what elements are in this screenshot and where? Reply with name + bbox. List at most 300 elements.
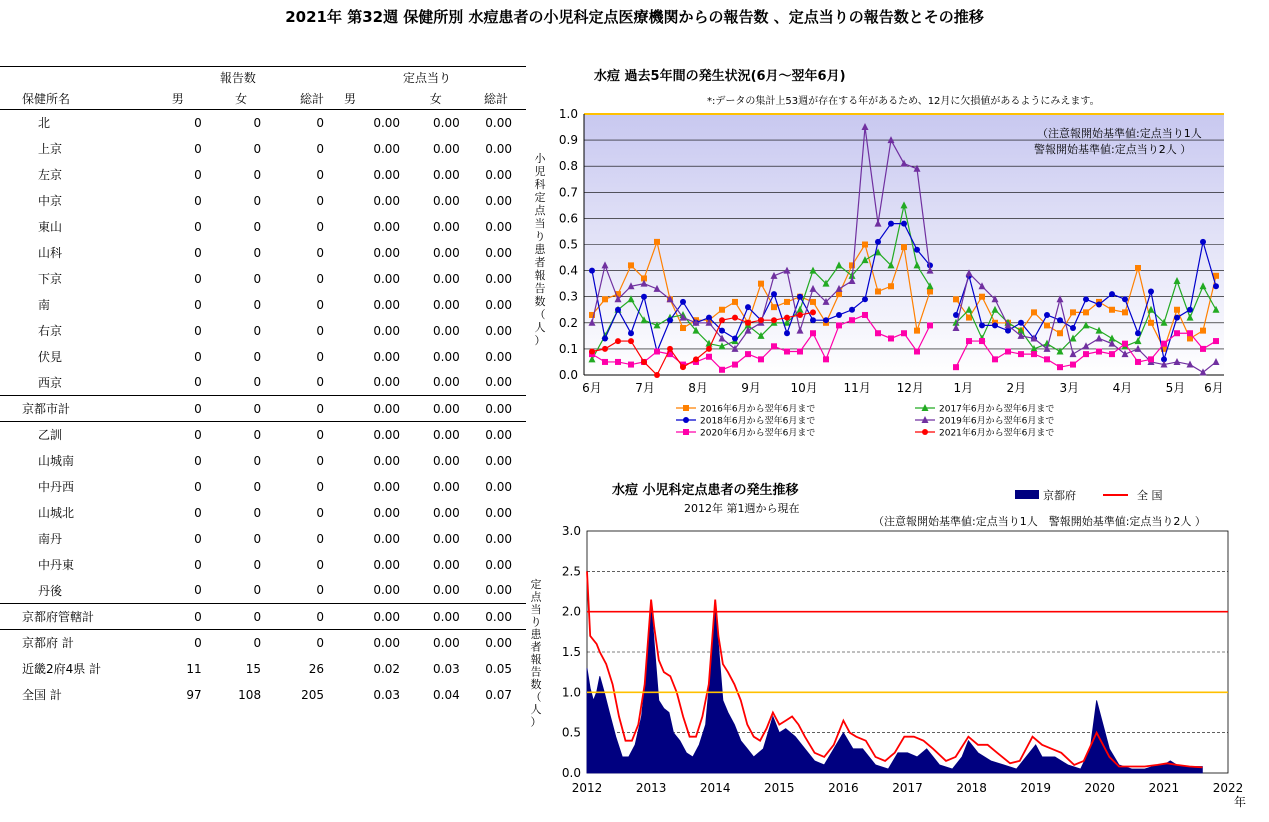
point-s2016 [784, 299, 790, 305]
cell-pp-female: 0.00 [433, 219, 460, 234]
row-name: 京都市計 [0, 396, 148, 422]
cell-male: 0 [194, 505, 202, 520]
cell-female: 15 [245, 661, 262, 676]
chart-title: 水痘 過去5年間の発生状況(6月～翌年6月) [594, 69, 846, 84]
cell-male: 0 [194, 557, 202, 572]
point-s2020 [979, 338, 985, 344]
point-s2018 [1005, 328, 1011, 334]
point-s2021 [693, 356, 699, 362]
y-axis-label-char: 当 [534, 217, 546, 230]
cell-male: 0 [194, 531, 202, 546]
legend-label: 2017年6月から翌年6月まで [939, 404, 1055, 415]
cell-pp-male: 0.00 [373, 193, 401, 208]
cell-pp-female: 0.00 [433, 323, 460, 338]
point-s2016 [1200, 328, 1206, 334]
cell-total: 26 [308, 661, 324, 676]
point-s2018 [979, 322, 985, 328]
cell-female: 0 [253, 479, 262, 494]
cell-female: 0 [253, 505, 262, 520]
y-axis-label-char: （ [534, 308, 546, 321]
cell-total: 0 [316, 479, 324, 494]
point-s2020 [1213, 338, 1219, 344]
point-s2018 [641, 294, 647, 300]
row-name: 丹後 [38, 583, 63, 598]
cell-male: 0 [194, 453, 202, 468]
cell-total: 0 [316, 375, 324, 390]
y-axis-label-char: 児 [534, 165, 546, 178]
y-tick-label: 0.6 [558, 211, 578, 226]
y-axis-label-char: 者 [534, 256, 546, 269]
point-s2021 [745, 320, 751, 326]
row-name: 京都府 計 [0, 630, 148, 656]
point-s2018 [1109, 291, 1115, 297]
point-s2018 [992, 322, 998, 328]
point-s2018 [667, 317, 673, 323]
row-name: 左京 [38, 168, 63, 182]
point-s2016 [1070, 309, 1076, 315]
cell-pp-male: 0.00 [328, 630, 404, 656]
cell-total: 0 [316, 453, 324, 468]
cell-male: 0 [194, 479, 202, 494]
x-tick-label: 1月 [953, 381, 974, 395]
x-tick-label: 5月 [1165, 381, 1186, 395]
point-s2020 [849, 317, 855, 323]
point-s2021 [771, 317, 777, 323]
point-s2020 [1083, 351, 1089, 357]
point-s2018 [810, 317, 816, 323]
cell-female: 0 [253, 375, 262, 390]
point-s2021 [732, 315, 738, 321]
point-s2016 [771, 304, 777, 310]
row-name: 近畿2府4県 計 [22, 662, 102, 676]
point-s2020 [706, 354, 712, 360]
point-s2018 [628, 330, 634, 336]
point-s2018 [680, 299, 686, 305]
y-tick-label: 0.0 [558, 368, 578, 382]
cell-pp-male: 0.00 [373, 141, 401, 156]
x-tick-label: 4月 [1112, 381, 1133, 395]
col-header-total: 総計 [265, 87, 328, 110]
row-name: 全国 計 [22, 688, 62, 702]
cell-pp-male: 0.00 [373, 297, 401, 312]
cell-pp-male: 0.00 [373, 271, 401, 286]
point-s2020 [1005, 349, 1011, 355]
point-s2020 [1122, 341, 1128, 347]
cell-female: 0 [253, 245, 262, 260]
cell-pp-female: 0.00 [433, 453, 460, 468]
cell-pp-total: 0.00 [485, 349, 512, 364]
row-name: 中京 [38, 194, 63, 208]
cell-female: 0 [253, 557, 262, 572]
point-s2018 [901, 221, 907, 227]
cell-pp-total: 0.00 [485, 141, 512, 156]
y-tick-label: 0.8 [558, 159, 578, 174]
cell-total: 0 [265, 396, 328, 422]
point-s2016 [810, 299, 816, 305]
point-s2020 [732, 362, 738, 368]
cell-pp-female: 0.00 [433, 531, 460, 546]
y-tick-label: 2.0 [561, 604, 581, 619]
point-s2016 [628, 262, 634, 268]
point-s2020 [1031, 351, 1037, 357]
x-tick-label: 2022 [1212, 781, 1244, 795]
point-s2016 [927, 288, 933, 294]
x-tick-label: 6月 [1204, 381, 1224, 395]
x-tick-label: 11月 [843, 381, 871, 395]
y-tick-label: 0.7 [558, 185, 578, 200]
cell-pp-female: 0.00 [433, 141, 460, 156]
cell-pp-male: 0.00 [328, 422, 404, 448]
cell-total: 0 [316, 297, 324, 312]
y-axis-label-char: 患 [534, 243, 546, 256]
y-axis-label-char: 小 [534, 152, 546, 165]
cell-male: 0 [148, 422, 206, 448]
page-title: 2021年 第32週 保健所別 水痘患者の小児科定点医療機関からの報告数 、定点当りの報告数とその推移 [285, 8, 984, 26]
y-axis-label-char: ） [534, 334, 546, 347]
row-name: 下京 [38, 272, 63, 286]
cell-pp-female: 0.00 [433, 245, 460, 260]
point-s2016 [1057, 330, 1063, 336]
legend-label: 2020年6月から翌年6月まで [700, 428, 816, 439]
point-s2020 [771, 343, 777, 349]
cell-male: 97 [186, 687, 202, 702]
cell-total: 0 [316, 219, 324, 234]
point-s2016 [1122, 309, 1128, 315]
point-s2016 [1109, 307, 1115, 313]
point-s2018 [771, 291, 777, 297]
y-tick-label: 1.0 [558, 107, 578, 121]
cell-total: 0 [265, 422, 328, 448]
cell-female: 0 [253, 583, 262, 598]
legend-marker [683, 405, 689, 411]
point-s2018 [615, 307, 621, 313]
point-s2018 [914, 247, 920, 253]
point-s2018 [1135, 330, 1141, 336]
point-s2018 [849, 307, 855, 313]
point-s2020 [836, 322, 842, 328]
cell-pp-female: 0.03 [433, 661, 460, 676]
cell-pp-total: 0.00 [485, 297, 512, 312]
cell-pp-total: 0.00 [464, 422, 526, 448]
y-tick-label: 0.0 [561, 766, 581, 780]
legend-label: 2019年6月から翌年6月まで [939, 416, 1055, 427]
cell-female: 0 [206, 396, 265, 422]
point-s2020 [1096, 349, 1102, 355]
cell-pp-female: 0.00 [433, 557, 460, 572]
point-s2021 [680, 364, 686, 370]
point-s2020 [628, 362, 634, 368]
row-name: 東山 [38, 220, 63, 234]
cell-female: 0 [206, 604, 265, 630]
y-tick-label: 0.9 [558, 133, 578, 148]
row-name: 北 [38, 116, 51, 131]
cell-pp-total: 0.00 [485, 531, 512, 546]
y-axis-label-char: 点 [530, 590, 542, 604]
x-tick-label: 2014 [699, 781, 731, 795]
cell-pp-female: 0.00 [433, 375, 460, 390]
point-s2020 [953, 364, 959, 370]
y-axis-label-char: 報 [530, 653, 542, 666]
point-s2021 [797, 312, 803, 318]
cell-pp-female: 0.00 [404, 604, 464, 630]
point-s2020 [1187, 330, 1193, 336]
cell-pp-total: 0.00 [485, 323, 512, 338]
point-s2020 [1018, 351, 1024, 357]
cell-pp-total: 0.00 [485, 479, 512, 494]
point-s2016 [719, 307, 725, 313]
cell-pp-total: 0.00 [485, 115, 512, 130]
cell-total: 0 [316, 505, 324, 520]
cell-total: 0 [316, 349, 324, 364]
x-tick-label: 10月 [790, 381, 818, 395]
cell-total: 0 [316, 531, 324, 546]
y-axis-label-char: 告 [534, 282, 546, 295]
cell-pp-total: 0.00 [485, 245, 512, 260]
legend-label: 2018年6月から翌年6月まで [700, 416, 816, 427]
point-s2018 [836, 312, 842, 318]
point-s2016 [953, 296, 959, 302]
point-s2016 [901, 244, 907, 250]
point-s2020 [1057, 364, 1063, 370]
point-s2016 [914, 328, 920, 334]
point-s2021 [706, 346, 712, 352]
cell-pp-male: 0.03 [373, 687, 401, 702]
cell-female: 0 [253, 115, 262, 130]
x-tick-label: 2013 [635, 781, 667, 795]
cell-female: 0 [253, 271, 262, 286]
point-s2018 [1200, 239, 1206, 245]
y-tick-label: 0.1 [558, 341, 578, 356]
point-s2018 [1187, 307, 1193, 313]
point-s2020 [719, 367, 725, 373]
legend-marker [683, 417, 689, 423]
point-s2016 [979, 294, 985, 300]
row-name: 山城北 [38, 506, 75, 520]
cell-pp-male: 0.00 [373, 323, 401, 338]
point-s2018 [1018, 320, 1024, 326]
cell-pp-total: 0.00 [485, 505, 512, 520]
legend-label: 2016年6月から翌年6月まで [700, 404, 816, 415]
y-axis-label-char: 人 [534, 321, 546, 334]
point-s2020 [602, 359, 608, 365]
cell-total: 205 [301, 687, 324, 702]
y-tick-label: 0.5 [561, 725, 581, 740]
point-s2016 [680, 325, 686, 331]
y-axis-label-char: 人 [530, 703, 542, 716]
cell-pp-female: 0.00 [433, 505, 460, 520]
y-tick-label: 0.2 [558, 315, 578, 330]
col-header-female: 女 [206, 87, 265, 110]
cell-male: 0 [194, 349, 202, 364]
point-s2020 [875, 330, 881, 336]
point-s2016 [1083, 309, 1089, 315]
y-axis-label-char: 患 [530, 628, 542, 641]
legend-marker [922, 429, 928, 435]
point-s2020 [1135, 359, 1141, 365]
point-s2020 [1070, 362, 1076, 368]
cell-total: 0 [316, 167, 324, 182]
y-axis-label-char: 数 [530, 678, 542, 691]
cell-male: 0 [194, 245, 202, 260]
point-s2018 [1070, 325, 1076, 331]
cell-pp-male: 0.00 [373, 115, 401, 130]
cell-pp-total: 0.00 [485, 271, 512, 286]
row-name: 右京 [38, 324, 63, 338]
cell-pp-female: 0.00 [433, 193, 460, 208]
cell-male: 0 [194, 375, 202, 390]
cell-pp-male: 0.00 [373, 245, 401, 260]
point-s2020 [1109, 351, 1115, 357]
cell-pp-female: 0.00 [404, 630, 464, 656]
cell-male: 0 [194, 271, 202, 286]
point-s2020 [823, 356, 829, 362]
cell-pp-female: 0.00 [433, 349, 460, 364]
point-s2021 [615, 338, 621, 344]
point-s2018 [1148, 288, 1154, 294]
row-name: 西京 [38, 375, 63, 390]
cell-pp-female: 0.00 [433, 167, 460, 182]
cell-total: 0 [316, 141, 324, 156]
cell-pp-male: 0.00 [373, 505, 401, 520]
cell-pp-total: 0.00 [464, 630, 526, 656]
col-header-pp-male: 男 [328, 87, 404, 110]
cell-female: 0 [253, 141, 262, 156]
cell-pp-total: 0.07 [485, 687, 512, 702]
point-s2016 [875, 288, 881, 294]
row-name: 中丹西 [38, 480, 75, 494]
cell-male: 0 [194, 323, 202, 338]
point-s2018 [823, 317, 829, 323]
cell-total: 0 [316, 557, 324, 572]
point-s2020 [1200, 346, 1206, 352]
x-tick-label: 6月 [582, 381, 602, 395]
x-tick-label: 8月 [688, 381, 708, 395]
col-header-pp-total: 総計 [464, 87, 526, 110]
point-s2021 [602, 346, 608, 352]
point-s2018 [1044, 312, 1050, 318]
point-s2021 [641, 359, 647, 365]
col-header-name: 保健所名 [0, 87, 148, 110]
y-tick-label: 0.5 [558, 237, 578, 252]
point-s2021 [628, 338, 634, 344]
x-tick-label: 2019 [1020, 781, 1051, 795]
col-header-male: 男 [148, 87, 206, 110]
legend-swatch-kyoto [1015, 490, 1039, 499]
row-name: 山城南 [38, 454, 75, 468]
point-s2020 [745, 351, 751, 357]
point-s2021 [758, 317, 764, 323]
cell-male: 0 [194, 219, 202, 234]
y-axis-label-char: 点 [534, 204, 546, 217]
cell-female: 0 [253, 453, 262, 468]
point-s2018 [862, 296, 868, 302]
point-s2018 [1096, 302, 1102, 308]
row-name: 中丹東 [38, 558, 75, 572]
y-axis-label-char: 定 [530, 578, 542, 591]
point-s2016 [1031, 309, 1037, 315]
point-s2018 [602, 335, 608, 341]
x-tick-label: 2月 [1006, 381, 1027, 395]
chart-5year [535, 68, 1225, 439]
row-name: 京都府管轄計 [0, 604, 148, 630]
cell-total: 0 [316, 271, 324, 286]
cell-pp-total: 0.00 [485, 167, 512, 182]
point-s2020 [1044, 356, 1050, 362]
point-s2018 [732, 335, 738, 341]
point-s2018 [1057, 317, 1063, 323]
cell-pp-male: 0.00 [373, 479, 401, 494]
cell-female: 0 [253, 349, 262, 364]
cell-pp-male: 0.00 [373, 375, 401, 390]
x-tick-label: 12月 [896, 381, 924, 395]
cell-pp-male: 0.00 [373, 167, 401, 182]
group-header-per-point: 定点当り [328, 67, 526, 88]
point-s2021 [784, 315, 790, 321]
legend-label: 全 国 [1137, 489, 1163, 502]
cell-pp-total: 0.00 [485, 219, 512, 234]
point-s2020 [927, 322, 933, 328]
x-axis-suffix: 年 [1233, 795, 1247, 809]
legend-label: 京都府 [1043, 489, 1076, 502]
cell-pp-female: 0.04 [433, 687, 460, 702]
point-s2020 [992, 356, 998, 362]
point-s2016 [862, 242, 868, 248]
cell-pp-male: 0.00 [373, 531, 401, 546]
point-s2020 [901, 330, 907, 336]
col-header-pp-female: 女 [404, 87, 464, 110]
cell-pp-female: 0.00 [433, 583, 460, 598]
cell-female: 0 [253, 297, 262, 312]
cell-pp-total: 0.05 [485, 661, 512, 676]
cell-female: 0 [253, 219, 262, 234]
point-s2021 [719, 317, 725, 323]
point-s2020 [615, 359, 621, 365]
legend-label: 2021年6月から翌年6月まで [939, 428, 1055, 439]
cell-pp-male: 0.00 [373, 219, 401, 234]
chart-note: *:データの集計上53週が存在する年があるため、12月に欠損値があるようにみえます。 [707, 96, 1100, 107]
point-s2020 [1174, 330, 1180, 336]
point-s2018 [797, 294, 803, 300]
x-tick-label: 2021 [1148, 781, 1180, 795]
point-s2016 [654, 239, 660, 245]
x-tick-label: 2016 [828, 781, 859, 795]
cell-pp-total: 0.00 [485, 375, 512, 390]
cell-pp-total: 0.00 [464, 396, 526, 422]
point-s2016 [732, 299, 738, 305]
x-tick-label: 2018 [956, 781, 987, 795]
cell-male: 0 [148, 604, 206, 630]
chart-trend [531, 482, 1247, 809]
cell-pp-male: 0.00 [373, 583, 401, 598]
y-axis-label-char: （ [530, 690, 542, 704]
point-s2020 [654, 349, 660, 355]
point-s2016 [1148, 320, 1154, 326]
cell-female: 108 [238, 687, 262, 702]
cell-pp-female: 0.00 [404, 396, 464, 422]
point-s2016 [1135, 265, 1141, 271]
cell-pp-male: 0.00 [328, 396, 404, 422]
cell-female: 0 [206, 422, 265, 448]
cell-total: 0 [316, 245, 324, 260]
chart-subtitle: 2012年 第1週から現在 [684, 502, 800, 515]
point-s2016 [1174, 307, 1180, 313]
y-axis-label-char: 当 [530, 603, 542, 616]
cell-male: 0 [148, 396, 206, 422]
cell-pp-total: 0.00 [464, 604, 526, 630]
cell-total: 0 [316, 323, 324, 338]
y-axis-label-char: ） [530, 715, 542, 729]
cell-male: 0 [194, 583, 202, 598]
